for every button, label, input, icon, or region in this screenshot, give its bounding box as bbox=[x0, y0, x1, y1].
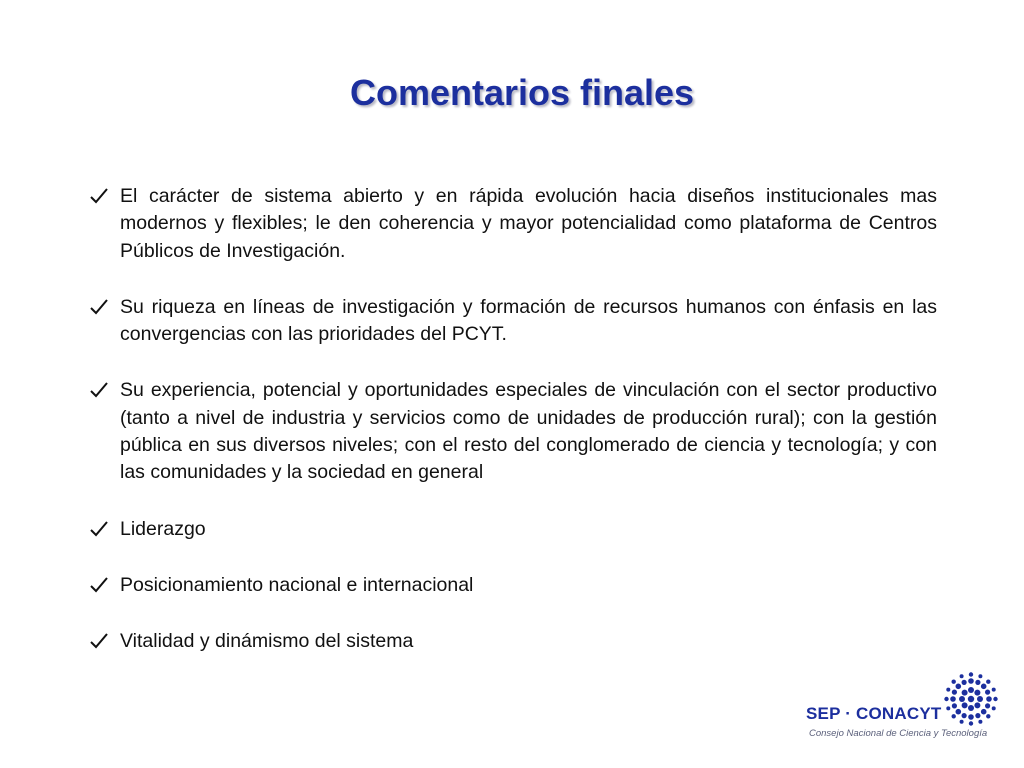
bullet-text: El carácter de sistema abierto y en rápida evolución hacia diseños institucionales mas modernos y flexibles; le den coherencia y mayor potencialidad como plataforma de Centros Públicos de Investigación. bbox=[120, 185, 937, 262]
logo-subtitle: Consejo Nacional de Ciencia y Tecnología bbox=[809, 728, 988, 739]
bullet-text: Su riqueza en líneas de investigación y formación de recursos humanos con énfasis en las convergencias con las prioridades del PCYT. bbox=[120, 295, 937, 346]
bullet-item bbox=[89, 628, 937, 655]
checkmark-icon bbox=[89, 380, 109, 400]
bullet-text: Vitalidad y dinámismo del sistema bbox=[120, 630, 414, 653]
checkmark-icon bbox=[89, 631, 109, 651]
checkmark-icon bbox=[89, 575, 109, 595]
bullet-text: Su experiencia, potencial y oportunidades especiales de vinculación con el sector productivo (tanto a nivel de industria y servicios como de unidades de producción rural); con la gestión pública en sus diversos niveles; con el resto del conglomerado de ciencia y tecnología; y con las comunidades y la sociedad en general bbox=[120, 379, 937, 484]
bullet-list bbox=[89, 183, 937, 685]
bullet-item bbox=[89, 294, 937, 349]
bullet-text: Liderazgo bbox=[120, 517, 206, 540]
bullet-item bbox=[89, 183, 937, 265]
bullet-text: Posicionamiento nacional e internacional bbox=[120, 573, 474, 596]
checkmark-icon bbox=[89, 297, 109, 317]
conacyt-dots-logo-icon bbox=[944, 672, 998, 726]
slide-title: Comentarios finales bbox=[349, 72, 695, 113]
bullet-item bbox=[89, 516, 937, 543]
sep-conacyt-logo bbox=[806, 672, 1000, 742]
checkmark-icon bbox=[89, 186, 109, 206]
bullet-item bbox=[89, 572, 937, 599]
checkmark-icon bbox=[89, 519, 109, 539]
bullet-item bbox=[89, 377, 937, 486]
logo-text: SEP · CONACYT bbox=[806, 704, 942, 723]
